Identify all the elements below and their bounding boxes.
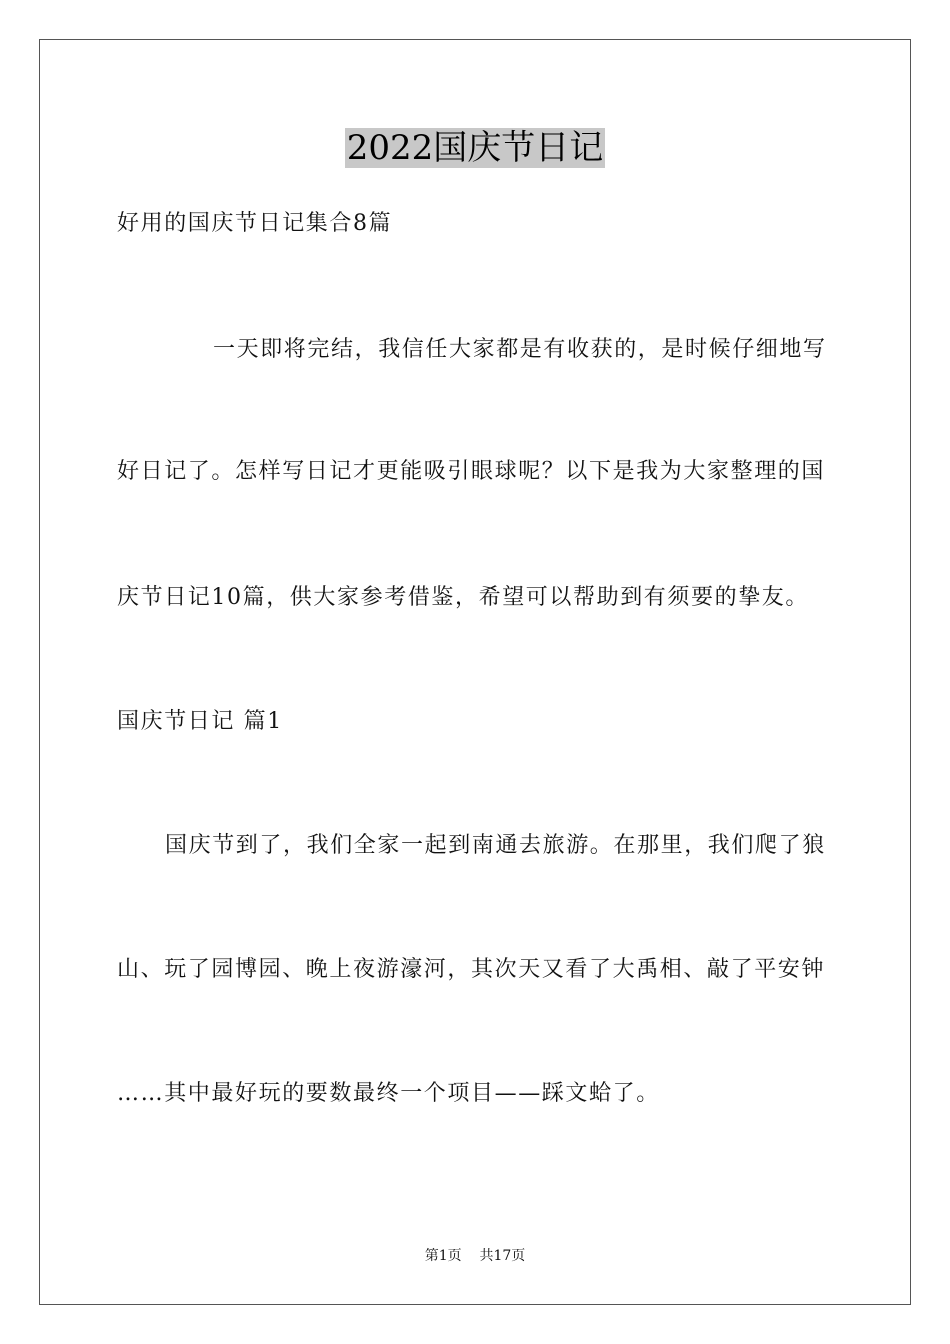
paragraph-line: 好日记了。怎样写日记才更能吸引眼球呢？以下是我为大家整理的国: [117, 459, 826, 484]
paragraph-line: 庆节日记10篇，供大家参考借鉴，希望可以帮助到有须要的挚友。: [117, 585, 809, 610]
paragraph-line: 一天即将完结，我信任大家都是有收获的，是时候仔细地写: [213, 337, 827, 362]
subtitle-line: 好用的国庆节日记集合8篇: [117, 211, 393, 236]
section-heading: 国庆节日记 篇1: [117, 709, 283, 734]
paragraph-line: ……其中最好玩的要数最终一个项目——踩文蛤了。: [117, 1081, 660, 1106]
paragraph-line: 山、玩了园博园、晚上夜游濠河，其次天又看了大禹相、敲了平安钟: [117, 957, 826, 982]
page-footer: [0, 1247, 950, 1265]
page-number: 第1页: [424, 1248, 462, 1264]
document-title: 2022国庆节日记: [346, 128, 604, 168]
title-container: [0, 128, 950, 168]
paragraph-line: 国庆节到了，我们全家一起到南通去旅游。在那里，我们爬了狼: [165, 833, 826, 858]
page-total: 共17页: [479, 1248, 526, 1264]
